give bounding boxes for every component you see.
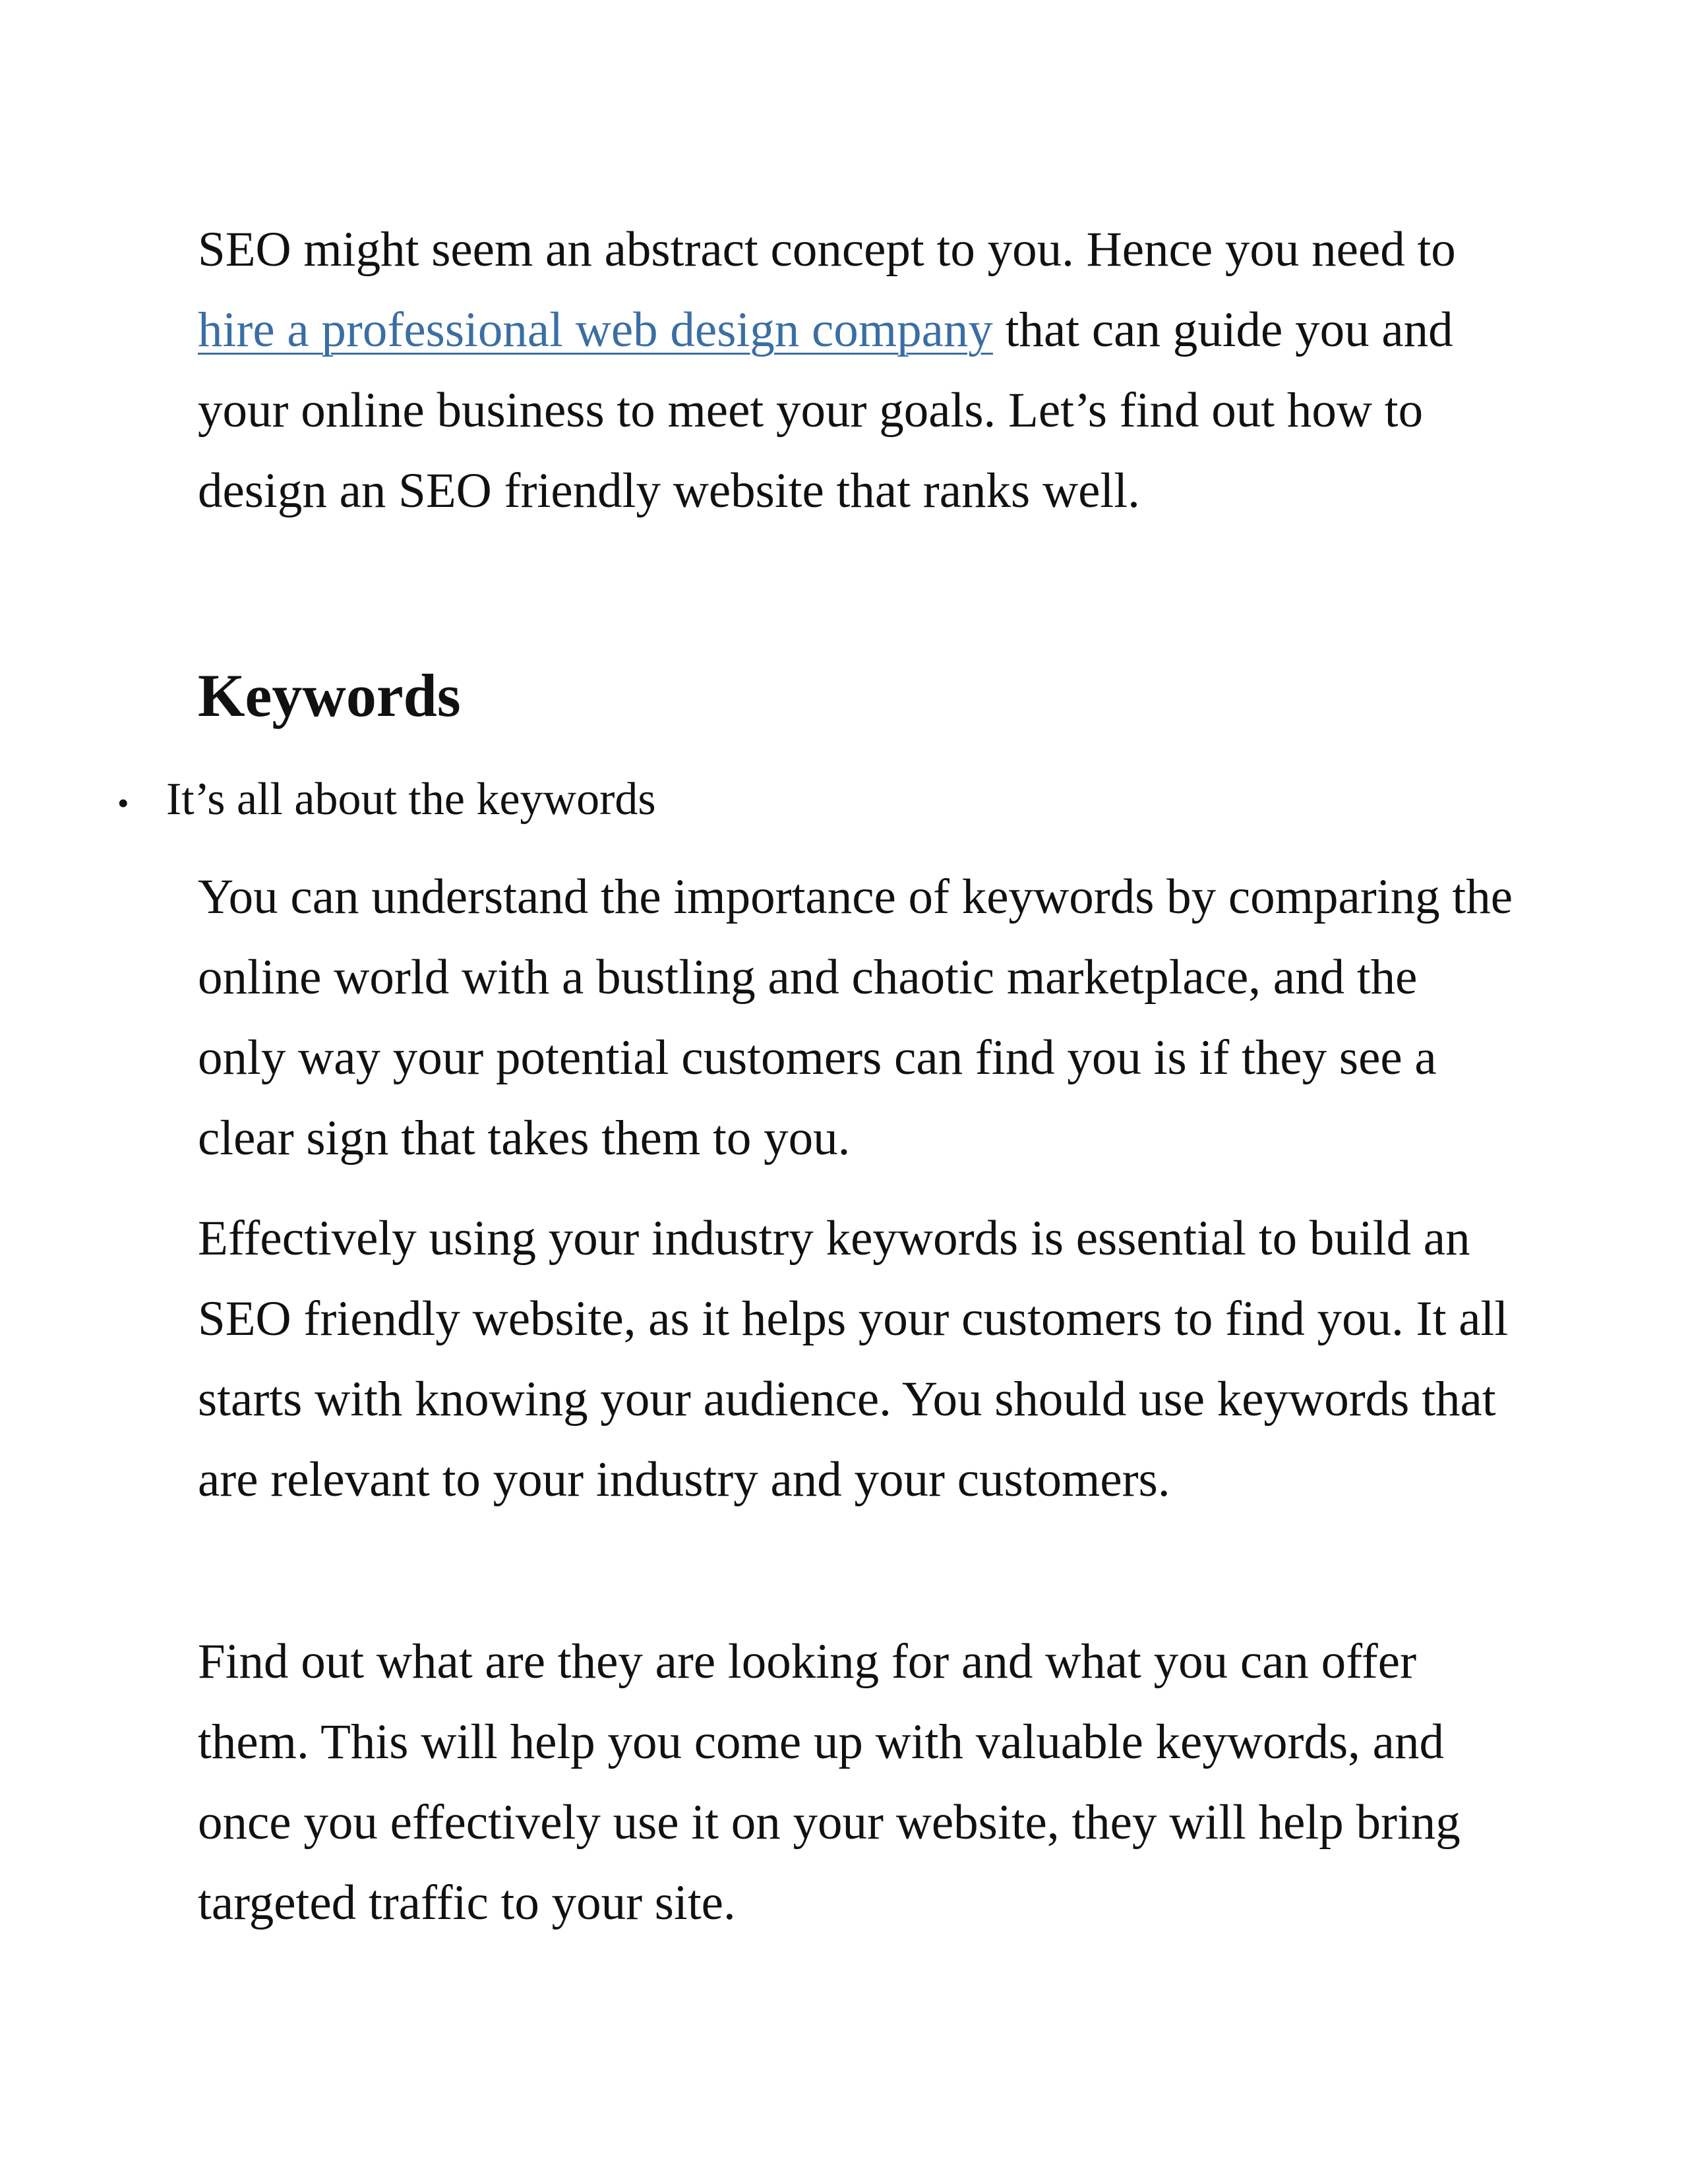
bullet-icon: •	[117, 784, 129, 821]
keywords-paragraph-2: Effectively using your industry keywords is essential to build an SEO friendly website, as it helps your customers to find you. It all starts with knowing your audience. You should use keywords that are relevant to your industry and your customers.	[198, 1211, 1509, 1507]
section-heading: Keywords	[198, 662, 461, 729]
keywords-paragraph-3: Find out what are they are looking for and what you can offer them. This will help you come up with valuable keywords, and once you effectively use it on your website, they will help bring targeted traffic to your site.	[198, 1634, 1461, 1930]
bullet-text: It’s all about the keywords	[166, 774, 656, 825]
intro-text-after-link: that can guide you and your online business to meet your goals. Let’s find out how to design an SEO friendly website that ranks well.	[198, 303, 1453, 518]
web-design-company-link[interactable]: hire a professional web design company	[198, 303, 993, 357]
intro-paragraph	[198, 210, 1517, 531]
intro-text-before-link: SEO might seem an abstract concept to you. Hence you need to	[198, 222, 1456, 277]
keywords-paragraph-1: You can understand the importance of keywords by comparing the online world with a bustling and chaotic marketplace, and the only way your potential customers can find you is if they see a clear sign that takes them to you.	[198, 870, 1513, 1166]
bullet-list-item	[117, 770, 656, 833]
